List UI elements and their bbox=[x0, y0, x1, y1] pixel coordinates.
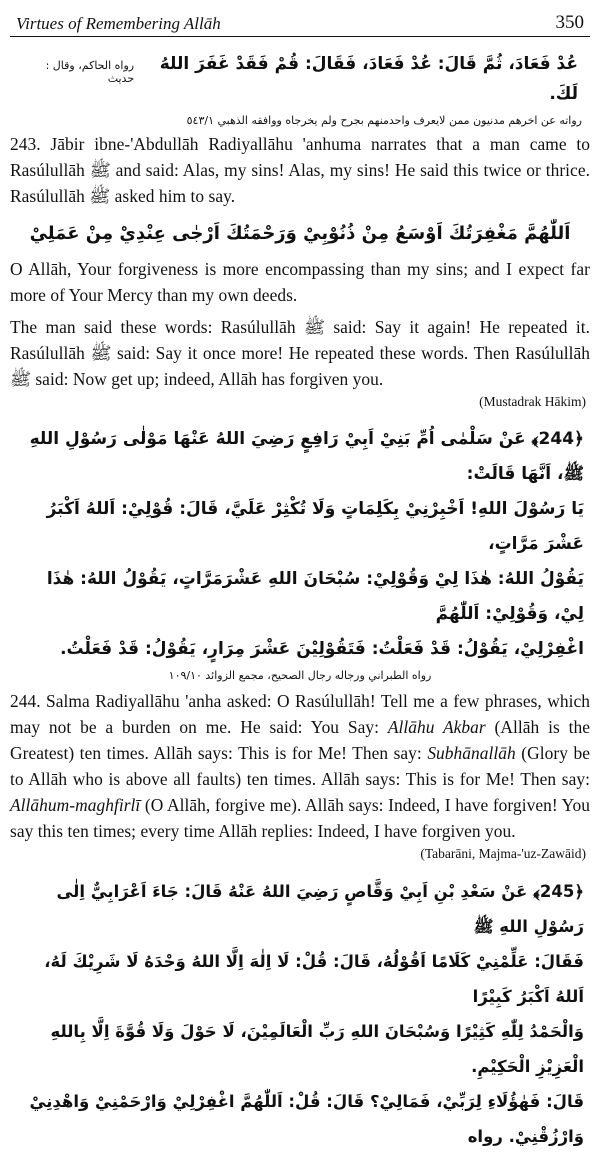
hadith-244-source: (Tabarāni, Majma-'uz-Zawāid) bbox=[420, 846, 586, 861]
hadith-244-arabic-line-2: يَا رَسُوْلَ اللهِ! اَخْبِرْنِيْ بِكَلِمَاتٍ وَلَا تُكْثِرْ عَلَيَّ، قَالَ: قُوْلِيْ: اَللهُ اَكْبَرُ عَشْرَ مَرَّاتٍ، bbox=[46, 499, 584, 554]
hadith-244-text-a: 244. Salma Radiyallāhu 'anha asked: O Rasúlullāh! Tell me a few phrases, which may not be a burden on me. He said: You Say: bbox=[10, 691, 590, 737]
hadith-243-paragraph: 243. Jābir ibne-'Abdullāh Radiyallāhu 'anhuma narrates that a man came to Rasúlullāh ﷺ and said: Alas, my sins! Alas, my sins! He said this twice or thrice. Rasúlullāh ﷺ asked him to say. bbox=[10, 134, 590, 206]
arabic-narration-note: رواه الحاكم، وقال : حديث bbox=[45, 59, 135, 85]
hadith-245-arabic-line-4: قَالَ: فَهٰؤُلَاءِ لِرَبِّيْ، فَمَالِيْ؟ قَالَ: قُلْ: اَللّٰهُمَّ اغْفِرْلِيْ وَارْحَمْنِيْ وَاهْدِنِيْ وَارْزُقْنِيْ. رواه bbox=[29, 1092, 584, 1146]
hadith-244-text-d: (O Allāh, forgive me). Allāh says: Indeed, I have forgiven! You say this ten times; every time Allāh replies: Indeed, I have forgiven you. bbox=[10, 795, 590, 841]
hadith-244-arabic-block bbox=[10, 422, 590, 667]
hadith-244-arabic-line-4: اغْفِرْلِيْ، يَقُوْلُ: قَدْ فَعَلْتُ: فَتَقُوْلِيْنَ عَشْرَ مِرَارٍ، يَقُوْلُ: قَدْ فَعَلْتُ. bbox=[60, 639, 584, 659]
arabic-text: عُدْ فَعَادَ، ثُمَّ قَالَ: عُدْ فَعَادَ، فَقَالَ: قُمْ فَقَدْ غَفَرَ اللهُ لَكَ. bbox=[159, 54, 578, 104]
hadith-244-arabic-reference: رواه الطبراني ورجاله رجال الصحيح، مجمع الزوائد ١٠٩/١٠ bbox=[168, 669, 432, 682]
term-allahum-maghfirli: Allāhum-maghfirlī bbox=[10, 795, 141, 815]
hadith-243-text: The man said these words: Rasúlullāh ﷺ said: Say it again! He repeated it. Rasúlullāh ﷺ said: Say it once more! He repeated these words. Then Rasúlullāh ﷺ said: Now get up; indeed, Allāh has forgiven you. bbox=[10, 317, 590, 389]
term-subhanallah: Subhānallāh bbox=[427, 743, 516, 763]
hadith-244-text-b: (Allāh is the Greatest) ten times. Allāh says: This is for Me! Then say: bbox=[10, 717, 590, 763]
hadith-245-arabic-line-3: وَالْحَمْدُ لِلّٰهِ كَثِيْرًا وَسُبْحَانَ اللهِ رَبِّ الْعَالَمِيْنَ، لَا حَوْلَ وَلَا قُوَّةَ اِلَّا بِاللهِ الْعَزِيْزِ الْحَكِيْمِ. bbox=[50, 1022, 584, 1076]
hadith-244-text-c: (Glory be to Allāh who is above all faults) ten times. Allāh says: This is for Me! Then say: bbox=[10, 743, 590, 789]
hadith-243-source: (Mustadrak Hākim) bbox=[479, 394, 586, 409]
hadith-243-dua-arabic: اَللّٰهُمَّ مَغْفِرَتُكَ اَوْسَعُ مِنْ ذُنُوْبِيْ وَرَحْمَتُكَ اَرْجٰى عِنْدِيْ مِنْ عَمَلِيْ bbox=[29, 223, 571, 244]
hadith-244-arabic-line-3: يَقُوْلُ اللهُ: هٰذَا لِيْ وَقُوْلِيْ: سُبْحَانَ اللهِ عَشْرَمَرَّاتٍ، يَقُوْلُ اللهُ: هٰذَا لِيْ، وَقُوْلِيْ: اَللّٰهُمَّ bbox=[46, 569, 584, 624]
term-allahu-akbar: Allāhu Akbar bbox=[387, 717, 486, 737]
hadith-244-arabic-line-1: ﴿244﴾ عَنْ سَلْمٰى اُمِّ بَنِيْ اَبِيْ رَافِعٍ رَضِيَ اللهُ عَنْهَا مَوْلٰى رَسُوْلِ اللهِ ﷺ، اَنَّهَا قَالَتْ: bbox=[29, 429, 584, 484]
running-title: Virtues of Remembering Allāh bbox=[16, 14, 221, 33]
hadith-243-translation: O Allāh, Your forgiveness is more encompassing than my sins; and I expect far more of Your Mercy than my own deeds. bbox=[10, 259, 590, 305]
page-number: 350 bbox=[555, 12, 584, 33]
hadith-245-arabic-block bbox=[10, 874, 590, 1154]
hadith-245-arabic-line-2: فَقَالَ: عَلِّمْنِيْ كَلَامًا اَقُوْلُهُ، قَالَ: قُلْ: لَا اِلٰهَ اِلَّا اللهُ وَحْدَهُ لَا شَرِيْكَ لَهُ، اَللهُ اَكْبَرُ كَبِيْرًا bbox=[44, 952, 584, 1006]
arabic-reference-line: رواته عن اخرهم مدنيون ممن لايعرف واحدمنهم بجرح ولم يخرجاه ووافقه الذهبي ٥٤٣/١ bbox=[186, 114, 582, 127]
hadith-244-paragraph bbox=[10, 688, 590, 844]
hadith-243-paragraph-2 bbox=[10, 314, 590, 392]
arabic-continuation-line bbox=[10, 49, 590, 109]
page-header bbox=[10, 0, 590, 37]
hadith-245-arabic-line-1: ﴿245﴾ عَنْ سَعْدِ بْنِ اَبِيْ وَقَّاصٍ رَضِيَ اللهُ عَنْهُ قَالَ: جَاءَ اَعْرَابِيٌّ اِلٰى رَسُوْلِ اللهِ ﷺ bbox=[56, 882, 584, 936]
